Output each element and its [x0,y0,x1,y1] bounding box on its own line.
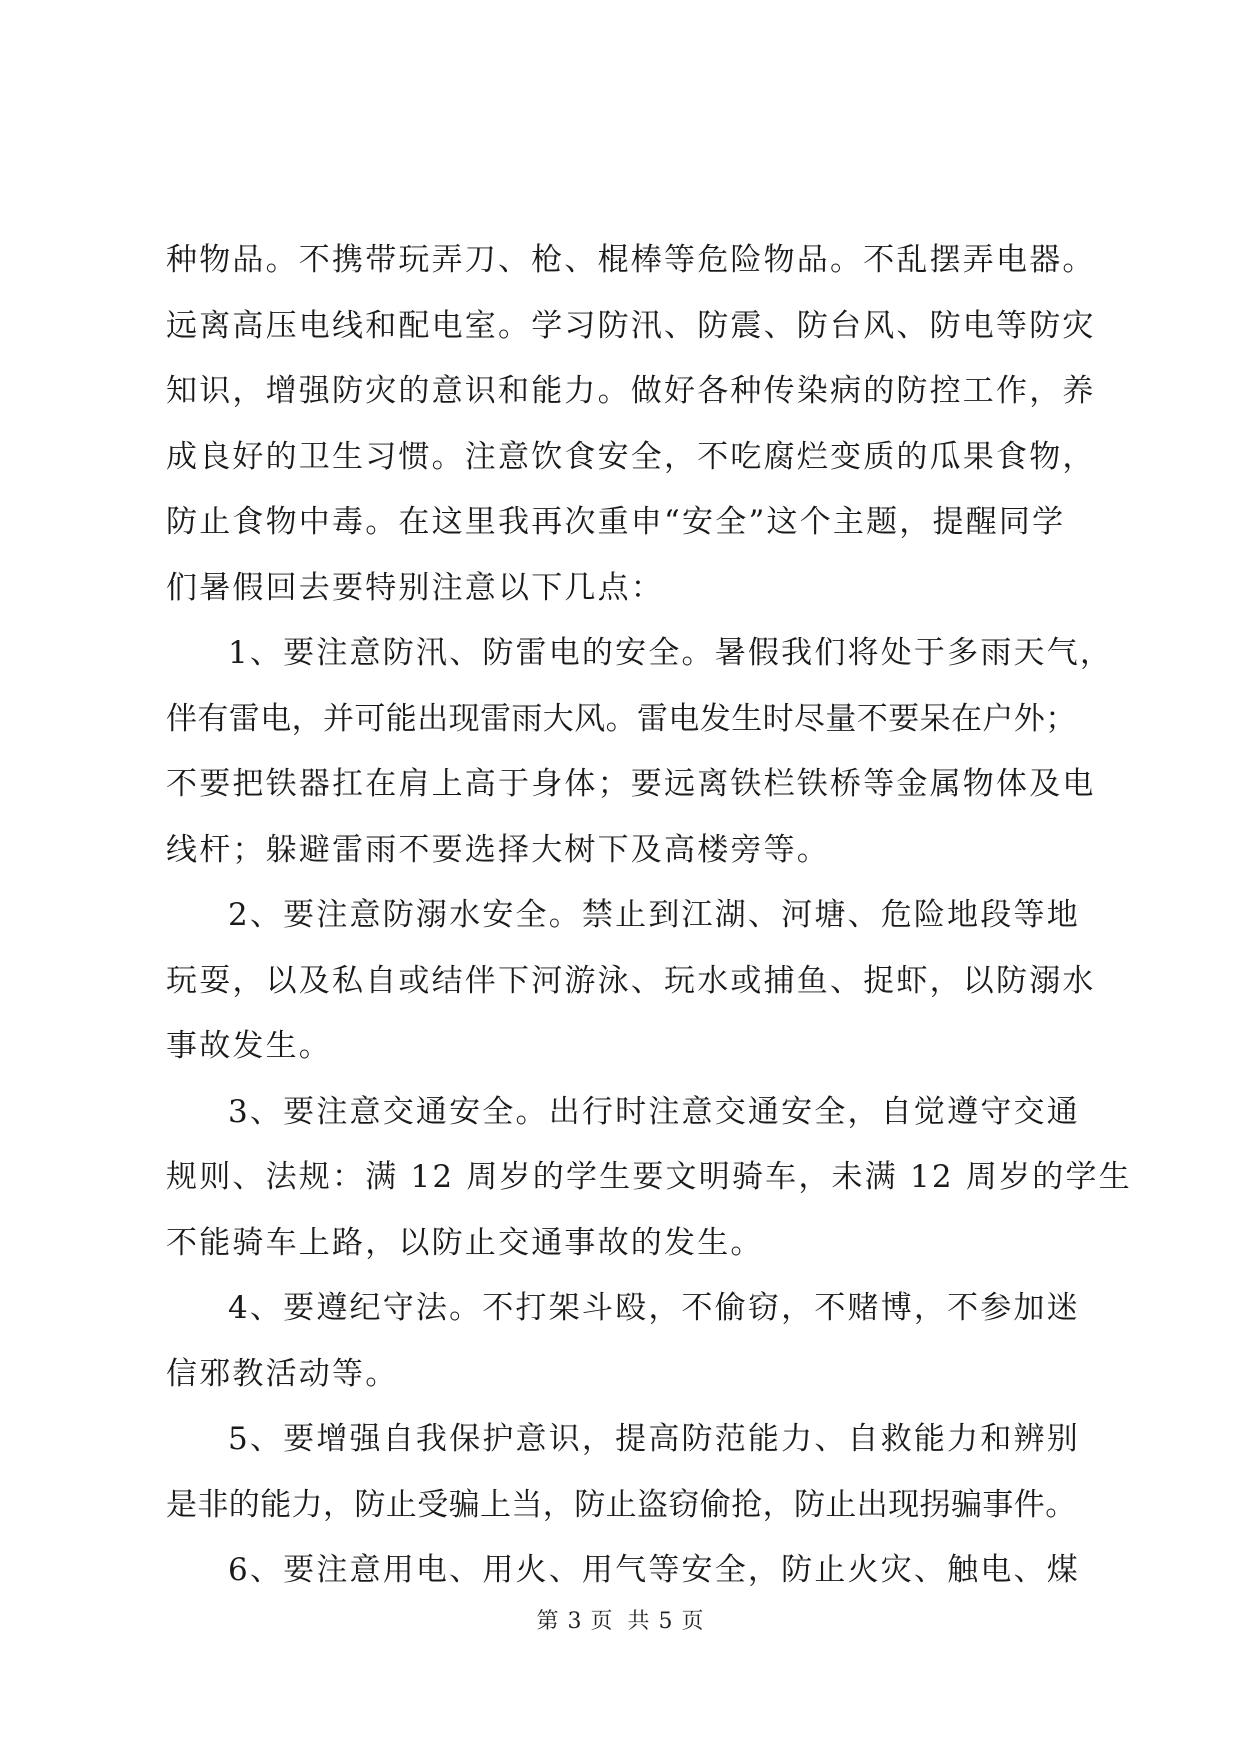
list-item-6-line: 6、要注意用电、用火、用气等安全，防止火灾、触电、煤 [228,1552,1080,1588]
text-line: 伴有雷电，并可能出现雷雨大风。雷电发生时尽量不要呆在户外； [166,700,1077,737]
text-line: 知识，增强防灾的意识和能力。做好各种传染病的防控工作，养 [166,373,1096,409]
text-line: 远离高压电线和配电室。学习防汛、防震、防台风、防电等防灾 [166,307,1096,344]
text-line: 防止食物中毒。在这里我再次重申“安全”这个主题，提醒同学 [166,504,1066,540]
page-footer [0,1607,1241,1637]
text-line: 不能骑车上路，以防止交通事故的发生。 [166,1224,764,1261]
list-item-5-line: 5、要增强自我保护意识，提高防范能力、自救能力和辨别 [228,1421,1080,1457]
document-body [166,228,1132,1604]
text-line: 种物品。不携带玩弄刀、枪、棍棒等危险物品。不乱摆弄电器。 [166,242,1096,278]
list-item-3-line: 3、要注意交通安全。出行时注意交通安全，自觉遵守交通 [228,1093,1080,1130]
text-line: 们暑假回去要特别注意以下几点： [166,569,664,606]
text-line: 规则、法规：满 12 周岁的学生要文明骑车，未满 12 周岁的学生 [166,1159,1132,1195]
list-item-2-line: 2、要注意防溺水安全。禁止到江湖、河塘、危险地段等地 [228,897,1080,933]
list-item-1-line: 1、要注意防汛、防雷电的安全。暑假我们将处于多雨天气， [228,635,1114,671]
page-number: 第 3 页 [536,1609,614,1634]
text-line: 线杆；躲避雷雨不要选择大树下及高楼旁等。 [166,831,830,868]
text-line: 玩耍，以及私自或结伴下河游泳、玩水或捕鱼、捉虾，以防溺水 [166,962,1096,999]
page-total: 共 5 页 [627,1609,705,1634]
text-line: 信邪教活动等。 [166,1355,399,1392]
text-line: 不要把铁器扛在肩上高于身体；要远离铁栏铁桥等金属物体及电 [166,766,1096,802]
list-item-4-line: 4、要遵纪守法。不打架斗殴，不偷窃，不赌博，不参加迷 [228,1290,1080,1326]
text-line: 是非的能力，防止受骗上当，防止盗窃偷抢，防止出现拐骗事件。 [166,1486,1077,1523]
text-line: 事故发生。 [166,1028,332,1064]
text-line: 成良好的卫生习惯。注意饮食安全，不吃腐烂变质的瓜果食物， [166,438,1096,475]
